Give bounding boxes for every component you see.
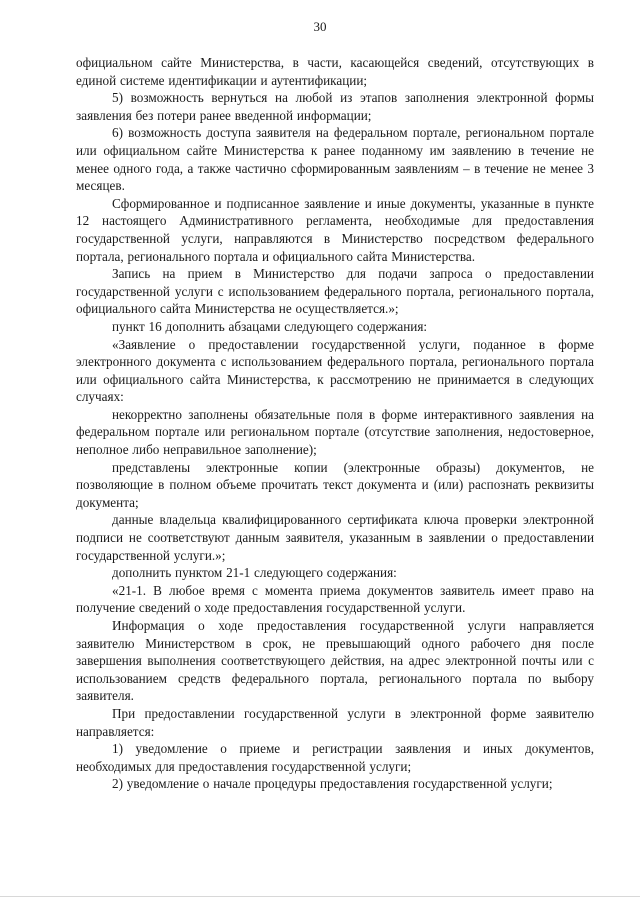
page-number: 30 [313, 19, 327, 34]
paragraph-appointment: Запись на прием в Министерство для подачи запроса о предоставлении государственной услуги с использованием федерального портала, регионального портала, официального сайта Министерства не осуществляется.»; [76, 266, 594, 317]
paragraph-rejection-certificate: данные владельца квалифицированного сертификата ключа проверки электронной подписи не соответствуют данным заявителя, указанным в заявлении о предоставлении государственной услуги.»; [76, 512, 594, 563]
page-bottom-edge [0, 896, 640, 897]
paragraph-amend-16: пункт 16 дополнить абзацами следующего содержания: [112, 318, 428, 334]
document-body [76, 54, 594, 793]
paragraph-progress-info: Информация о ходе предоставления государственной услуги направляется заявителю Министерством в срок, не превышающий одного рабочего дня после завершения выполнения соответствующего действия, на адрес электронной почты или с использованием средств федерального портала, регионального портала по выбору заявителя. [76, 618, 594, 704]
paragraph-notice-1: 1) уведомление о приеме и регистрации заявления и иных документов, необходимых для предоставления государственной услуги; [76, 741, 594, 774]
paragraph-item-6: 6) возможность доступа заявителя на федеральном портале, региональном портале или официальном сайте Министерства к ранее поданному им заявлению в течение не менее одного года, а также частично сформированным заявлениям – в течение не менее 3 месяцев. [76, 125, 594, 194]
paragraph-notice-2: 2) уведомление о начале процедуры предоставления государственной услуги; [112, 776, 553, 792]
paragraph-21-1: «21-1. В любое время с момента приема документов заявитель имеет право на получение сведений о ходе предоставления государственной услуги. [76, 582, 594, 616]
paragraph-continuation: официальном сайте Министерства, в части, касающейся сведений, отсутствующих в единой системе идентификации и аутентификации; [76, 55, 594, 88]
paragraph-rejection-copies: представлены электронные копии (электронные образы) документов, не позволяющие в полном объеме прочитать текст документа и (или) распознать реквизиты документа; [76, 459, 594, 510]
paragraph-electronic-form: При предоставлении государственной услуги в электронной форме заявителю направляется: [76, 705, 594, 739]
paragraph-amend-21-1: дополнить пунктом 21-1 следующего содержания: [112, 565, 397, 581]
paragraph-submission: Сформированное и подписанное заявление и иные документы, указанные в пункте 12 настоящего Административного регламента, необходимые для предоставления государственной услуги, направляются в Министерство посредством федерального портала, регионального портала и официального сайта Министерства. [76, 195, 594, 264]
paragraph-item-5: 5) возможность вернуться на любой из этапов заполнения электронной формы заявления без потери ранее введенной информации; [76, 90, 594, 123]
paragraph-rejection-fields: некорректно заполнены обязательные поля в форме интерактивного заявления на федеральном портале или региональном портале (отсутствие заполнения, недостоверное, неполное либо неправильное заполнение); [76, 406, 594, 458]
paragraph-rejection-intro: «Заявление о предоставлении государственной услуги, поданное в форме электронного документа с использованием федерального портала, регионального портала или официального сайта Министерства, к рассмотрению не принимается в следующих случаях: [76, 336, 594, 405]
